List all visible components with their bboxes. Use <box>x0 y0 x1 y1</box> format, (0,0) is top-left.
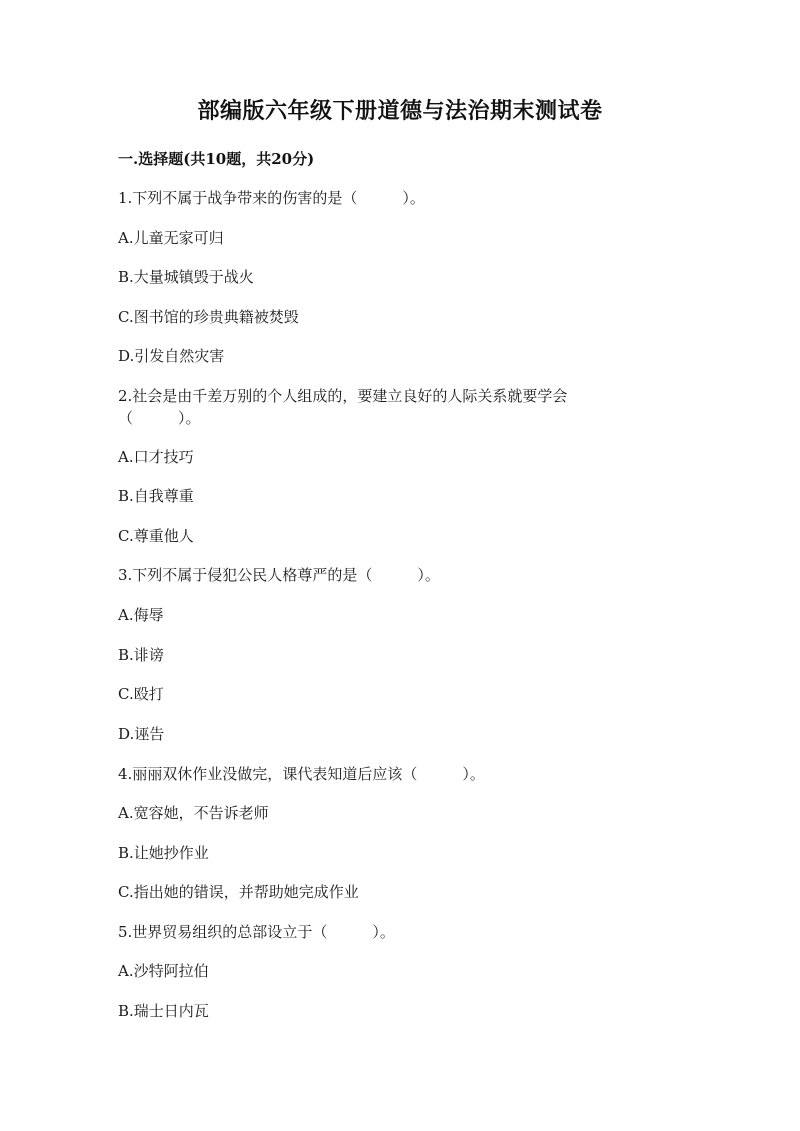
question-4-option-b: B.让她抄作业 <box>118 844 209 862</box>
question-5-stem: 5.世界贸易组织的总部设立于（ ）。 <box>118 923 395 941</box>
question-5-option-a: A.沙特阿拉伯 <box>118 962 209 980</box>
page-title: 部编版六年级下册道德与法治期末测试卷 <box>197 98 603 124</box>
question-1-option-c: C.图书馆的珍贵典籍被焚毁 <box>118 308 299 326</box>
question-1-option-a: A.儿童无家可归 <box>118 229 224 247</box>
question-4-option-a: A.宽容她，不告诉老师 <box>118 804 269 822</box>
question-4-option-c: C.指出她的错误，并帮助她完成作业 <box>118 883 359 901</box>
question-2-option-b: B.自我尊重 <box>118 487 194 505</box>
question-1-option-d: D.引发自然灾害 <box>118 347 225 365</box>
question-5-option-b: B.瑞士日内瓦 <box>118 1002 209 1020</box>
question-1-stem: 1.下列不属于战争带来的伤害的是（ ）。 <box>118 189 425 207</box>
question-1-option-b: B.大量城镇毁于战火 <box>118 268 254 286</box>
question-3-option-a: A.侮辱 <box>118 606 164 624</box>
section-header: 一.选择题(共10题，共20分) <box>118 150 315 168</box>
question-3-stem: 3.下列不属于侵犯公民人格尊严的是（ ）。 <box>118 566 440 584</box>
question-3-option-b: B.诽谤 <box>118 646 164 664</box>
question-3-option-c: C.殴打 <box>118 685 164 703</box>
question-2-stem-line-1: 2.社会是由千差万别的个人组成的，要建立良好的人际关系就要学会 <box>118 387 568 405</box>
question-2-option-c: C.尊重他人 <box>118 527 194 545</box>
question-4-stem: 4.丽丽双休作业没做完，课代表知道后应该（ ）。 <box>118 765 485 783</box>
question-3-option-d: D.诬告 <box>118 725 165 743</box>
question-2-stem-line-2: （ ）。 <box>118 409 201 427</box>
question-2-option-a: A.口才技巧 <box>118 448 194 466</box>
